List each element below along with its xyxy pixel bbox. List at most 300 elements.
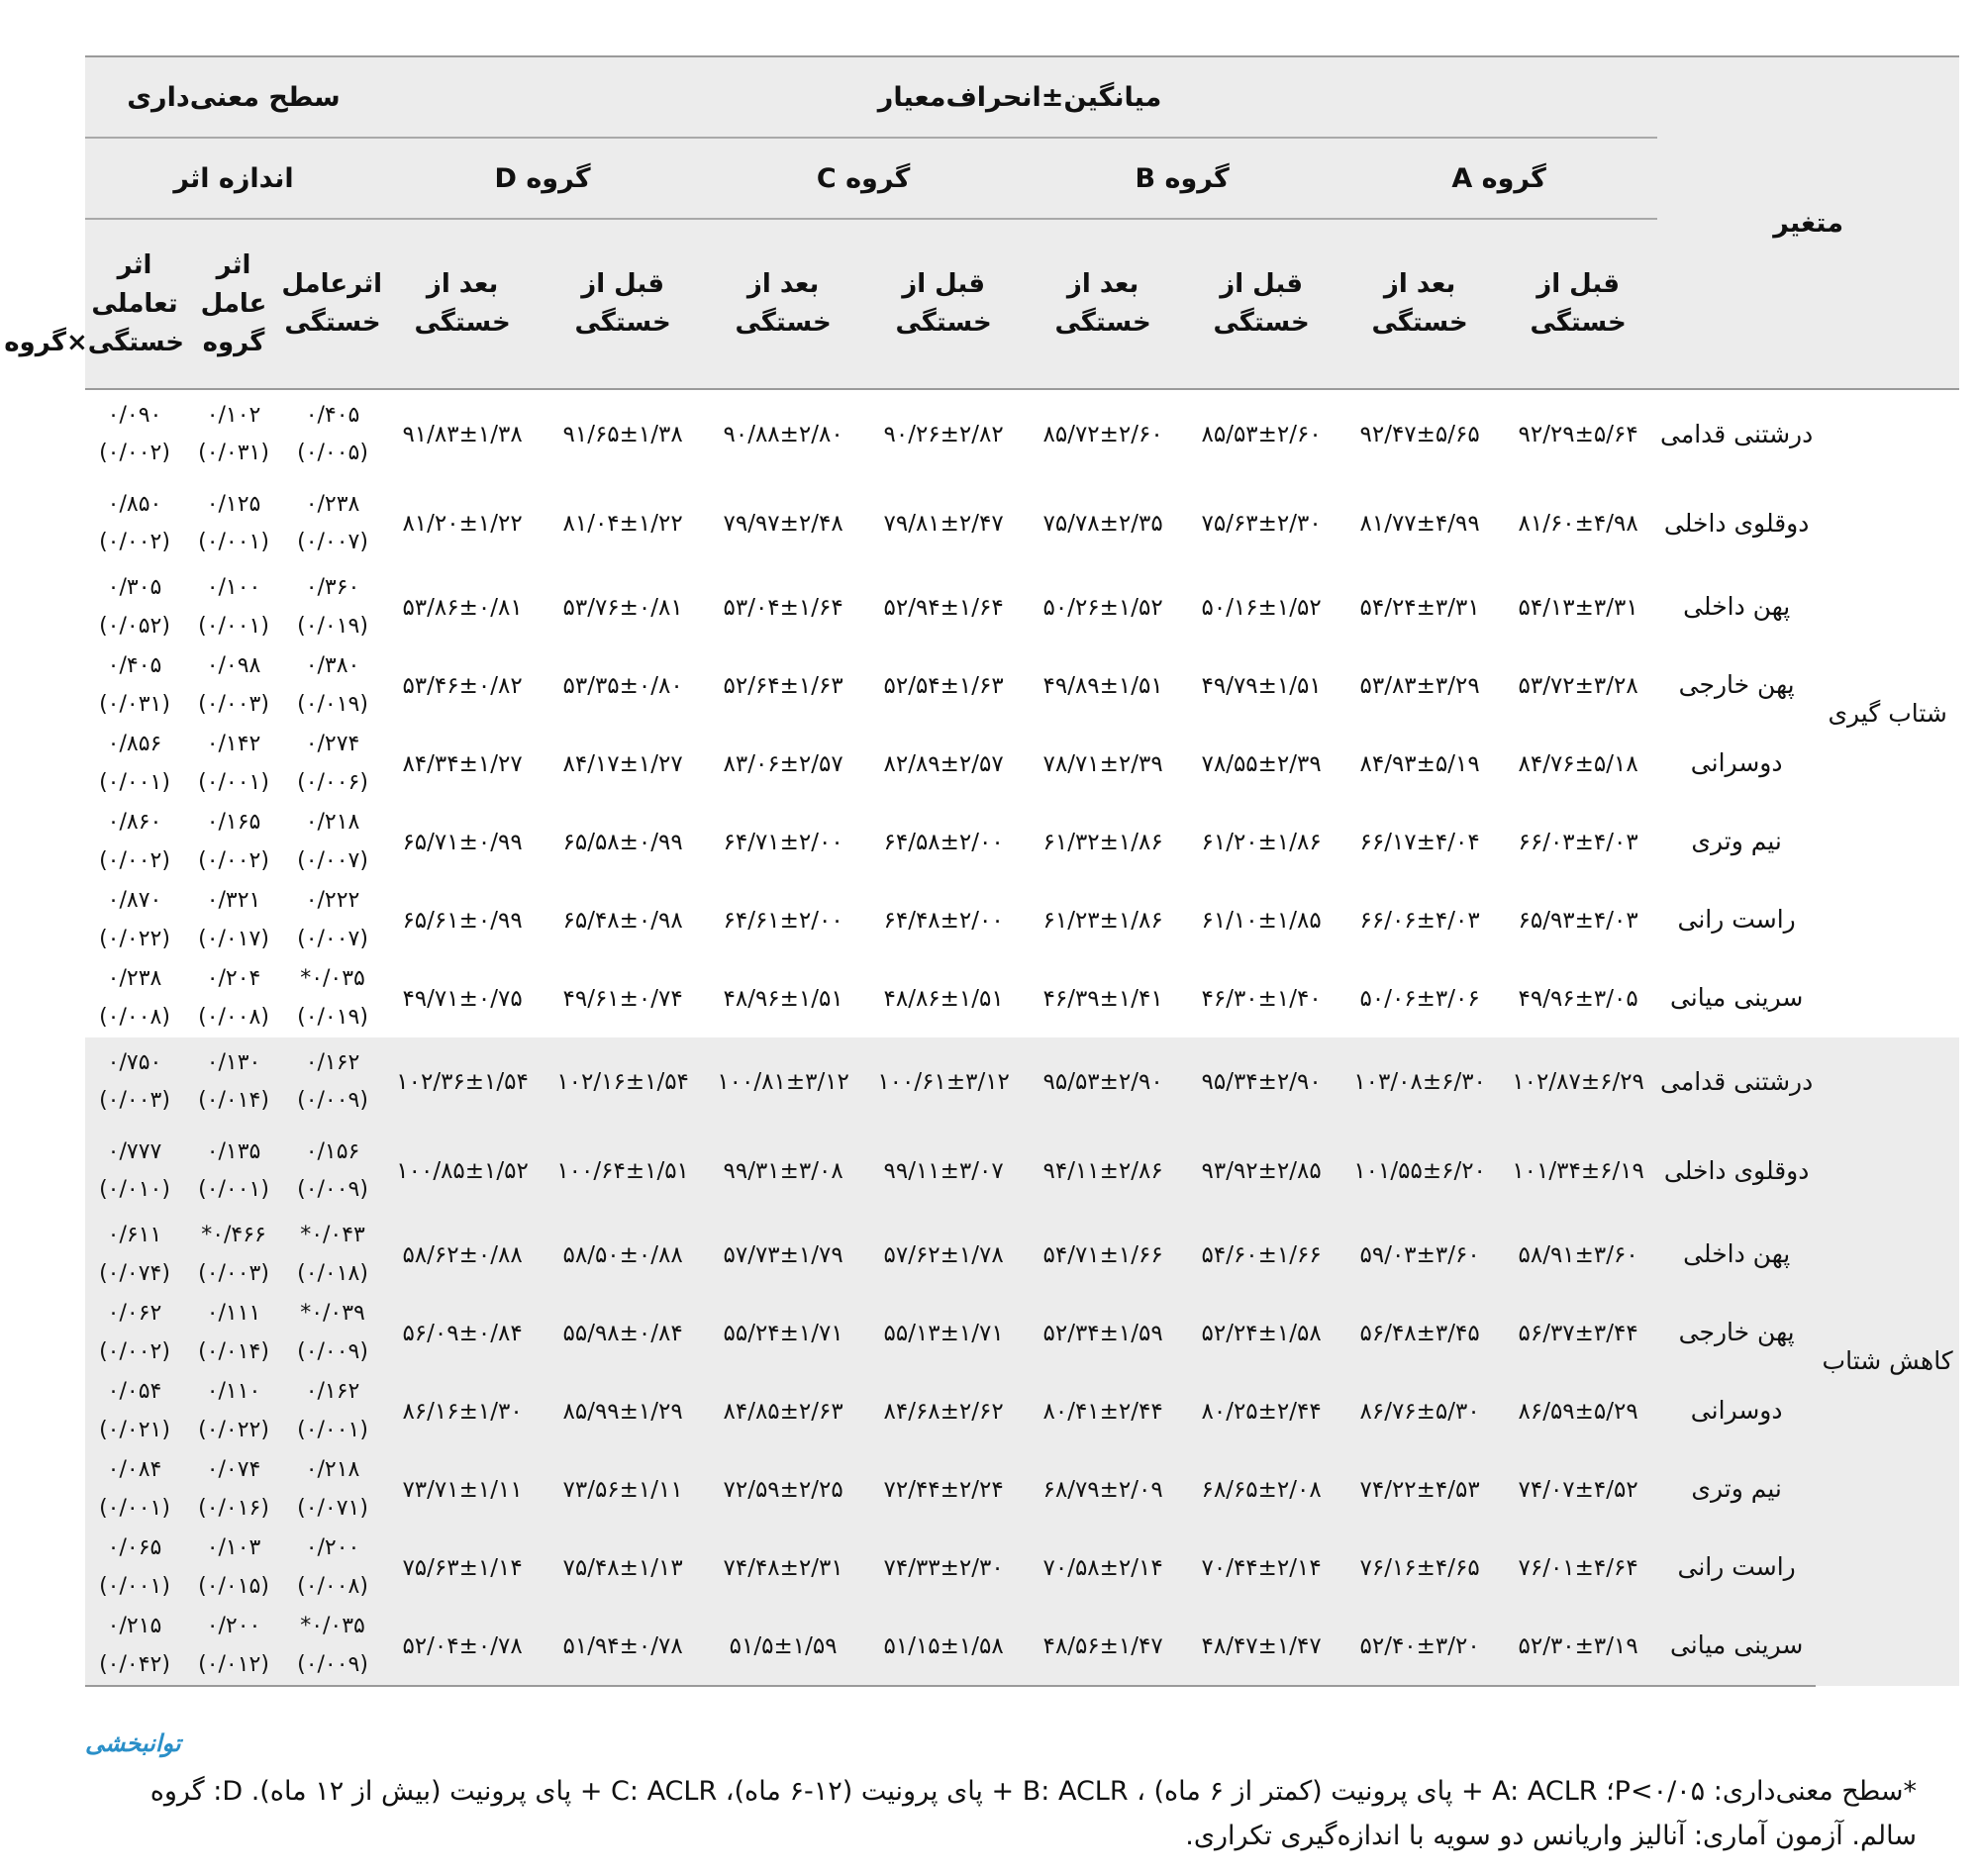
mean-sd-cell: ۷۲/۵۹±۲/۲۵ bbox=[703, 1450, 863, 1529]
p-value: (۰/۰۰۳) bbox=[198, 691, 269, 717]
table-row bbox=[85, 1372, 1959, 1450]
group-effect-cell bbox=[184, 479, 283, 568]
fatigue-effect-header: اثرعامل خستگی bbox=[283, 219, 382, 389]
p-value: (۰/۰۰۷) bbox=[297, 847, 368, 873]
mean-sd-cell: ۷۴/۴۸±۲/۳۱ bbox=[703, 1529, 863, 1607]
effect-size-value: ۰/۰۴۳* bbox=[300, 1223, 365, 1247]
effect-size-value: ۰/۰۹۰ bbox=[107, 402, 162, 428]
mean-sd-cell: ۷۵/۶۳±۱/۱۴ bbox=[382, 1529, 543, 1607]
fatigue-effect-cell bbox=[283, 803, 382, 881]
table-body bbox=[85, 389, 1959, 1686]
mean-sd-cell: ۸۳/۰۶±۲/۵۷ bbox=[723, 750, 843, 777]
effect-size-value: ۰/۴۰۵ bbox=[107, 653, 162, 678]
interaction-effect-cell bbox=[85, 1450, 184, 1529]
effect-size-value: ۰/۱۰۰ bbox=[206, 575, 261, 600]
mean-sd-cell: ۹۰/۸۸±۲/۸۰ bbox=[723, 422, 843, 447]
mean-sd-cell: ۶۸/۷۹±۲/۰۹ bbox=[1024, 1450, 1182, 1529]
group-c-header: گروه C bbox=[703, 138, 1024, 219]
mean-sd-cell: ۷۸/۷۱±۲/۳۹ bbox=[1042, 750, 1163, 777]
mean-sd-cell: ۷۰/۵۸±۲/۱۴ bbox=[1024, 1529, 1182, 1607]
mean-sd-cell: ۸۶/۷۶±۵/۳۰ bbox=[1340, 1372, 1499, 1450]
mean-sd-cell: ۵۸/۶۲±۰/۸۸ bbox=[382, 1216, 543, 1294]
mean-sd-cell: ۵۰/۰۶±۳/۰۶ bbox=[1359, 985, 1480, 1012]
mean-sd-cell: ۵۴/۷۱±۱/۶۶ bbox=[1024, 1216, 1182, 1294]
mean-sd-cell: ۷۵/۴۸±۱/۱۳ bbox=[543, 1529, 703, 1607]
section-label: کاهش شتاب bbox=[1816, 1037, 1959, 1686]
group-effect-cell bbox=[184, 1037, 283, 1127]
table-row bbox=[85, 803, 1959, 881]
p-value: (۰/۰۰۱) bbox=[198, 530, 269, 554]
mean-sd-cell: ۸۴/۷۶±۵/۱۸ bbox=[1518, 750, 1638, 777]
effect-size-value: ۰/۰۶۵ bbox=[107, 1535, 162, 1560]
group-d-before-header: قبل از خستگی bbox=[543, 219, 703, 389]
mean-sd-cell: ۵۴/۶۰±۱/۶۶ bbox=[1182, 1216, 1340, 1294]
effect-size-value: ۰/۲۳۸ bbox=[305, 491, 360, 517]
fatigue-effect-cell bbox=[283, 1529, 382, 1607]
effect-size-value: ۰/۰۹۸ bbox=[206, 653, 261, 678]
mean-sd-cell: ۴۹/۹۶±۳/۰۵ bbox=[1518, 985, 1638, 1012]
p-value: (۰/۰۱۹) bbox=[297, 613, 368, 639]
p-value: (۰/۰۱۷) bbox=[198, 926, 269, 951]
mean-sd-cell: ۵۷/۷۳±۱/۷۹ bbox=[703, 1216, 863, 1294]
effect-size-value: ۰/۱۰۲ bbox=[206, 402, 261, 428]
fatigue-effect-cell bbox=[283, 725, 382, 803]
mean-sd-cell: ۱۰۲/۱۶±۱/۵۴ bbox=[543, 1037, 703, 1127]
mean-sd-cell: ۴۸/۴۷±۱/۴۷ bbox=[1182, 1607, 1340, 1686]
mean-sd-cell: ۶۶/۰۳±۴/۰۳ bbox=[1518, 829, 1638, 855]
p-value: (۰/۰۰۹) bbox=[297, 1651, 368, 1677]
mean-sd-cell: ۶۴/۶۱±۲/۰۰ bbox=[723, 907, 843, 934]
mean-sd-cell: ۴۸/۵۶±۱/۴۷ bbox=[1024, 1607, 1182, 1686]
mean-sd-cell: ۸۶/۱۶±۱/۳۰ bbox=[382, 1372, 543, 1450]
mean-sd-cell: ۷۰/۴۴±۲/۱۴ bbox=[1182, 1529, 1340, 1607]
mean-sd-cell: ۸۵/۷۲±۲/۶۰ bbox=[1042, 422, 1163, 447]
mean-sd-cell: ۷۹/۸۱±۲/۴۷ bbox=[883, 511, 1004, 537]
mean-sd-cell: ۷۲/۴۴±۲/۲۴ bbox=[863, 1450, 1024, 1529]
p-value: (۰/۰۱۹) bbox=[297, 691, 368, 717]
muscle-name: درشتنی قدامی bbox=[1659, 419, 1814, 448]
effect-size-value: ۰/۲۰۰ bbox=[206, 1614, 261, 1638]
interaction-effect-cell bbox=[85, 1127, 184, 1216]
mean-sd-cell: ۵۵/۹۸±۰/۸۴ bbox=[543, 1294, 703, 1372]
table-row bbox=[85, 881, 1959, 959]
interaction-effect-cell bbox=[85, 646, 184, 725]
table-row bbox=[85, 1529, 1959, 1607]
mean-sd-cell: ۵۲/۲۴±۱/۵۸ bbox=[1182, 1294, 1340, 1372]
muscle-name: پهن داخلی bbox=[1683, 592, 1791, 622]
mean-sd-cell: ۷۶/۱۶±۴/۶۵ bbox=[1340, 1529, 1499, 1607]
effect-size-value: ۰/۲۷۴ bbox=[305, 732, 360, 756]
group-effect-cell bbox=[184, 1529, 283, 1607]
mean-sd-cell: ۹۵/۳۴±۲/۹۰ bbox=[1182, 1037, 1340, 1127]
fatigue-effect-cell bbox=[283, 881, 382, 959]
table-row bbox=[85, 1294, 1959, 1372]
mean-sd-cell: ۹۹/۳۱±۳/۰۸ bbox=[703, 1127, 863, 1216]
mean-sd-cell: ۴۹/۷۹±۱/۵۱ bbox=[1201, 672, 1322, 699]
group-effect-cell bbox=[184, 1216, 283, 1294]
effect-size-value: ۰/۳۶۰ bbox=[305, 575, 360, 600]
mean-sd-cell: ۵۳/۳۵±۰/۸۰ bbox=[562, 672, 683, 699]
p-value: (۰/۰۰۱) bbox=[198, 1177, 269, 1202]
effect-size-value: ۰/۷۷۷ bbox=[107, 1138, 162, 1164]
mean-sd-cell: ۵۶/۴۸±۳/۴۵ bbox=[1340, 1294, 1499, 1372]
p-value: (۰/۰۰۲) bbox=[99, 530, 170, 554]
mean-sd-cell: ۷۴/۳۳±۲/۳۰ bbox=[863, 1529, 1024, 1607]
effect-size-value: ۰/۰۳۵* bbox=[300, 966, 365, 991]
effect-size-value: ۰/۱۲۵ bbox=[206, 491, 261, 517]
muscle-name: پهن خارجی bbox=[1678, 670, 1795, 700]
fatigue-effect-cell bbox=[283, 479, 382, 568]
mean-sd-cell: ۸۴/۶۸±۲/۶۲ bbox=[863, 1372, 1024, 1450]
group-effect-cell bbox=[184, 1127, 283, 1216]
mean-sd-cell: ۹۰/۲۶±۲/۸۲ bbox=[883, 422, 1004, 447]
mean-sd-cell: ۹۴/۱۱±۲/۸۶ bbox=[1024, 1127, 1182, 1216]
interaction-effect-cell bbox=[85, 1037, 184, 1127]
mean-sd-cell: ۹۲/۴۷±۵/۶۵ bbox=[1359, 422, 1480, 447]
variable-header: متغیر bbox=[1657, 56, 1959, 389]
group-effect-cell bbox=[184, 646, 283, 725]
mean-sd-cell: ۹۵/۵۳±۲/۹۰ bbox=[1024, 1037, 1182, 1127]
p-value: (۰/۰۰۱) bbox=[198, 613, 269, 639]
p-value: (۰/۰۴۲) bbox=[99, 1651, 170, 1677]
table-row bbox=[85, 389, 1959, 479]
effect-size-value: ۰/۶۱۱ bbox=[107, 1223, 162, 1247]
group-effect-cell bbox=[184, 1607, 283, 1686]
mean-sd-cell: ۶۱/۲۳±۱/۸۶ bbox=[1042, 907, 1163, 934]
effect-size-value: ۰/۲۳۸ bbox=[107, 966, 162, 991]
muscle-name: دوقلوی داخلی bbox=[1657, 1127, 1816, 1216]
mean-sd-cell: ۵۰/۲۶±۱/۵۲ bbox=[1042, 594, 1163, 621]
interaction-effect-cell bbox=[85, 725, 184, 803]
mean-sd-cell: ۴۹/۶۱±۰/۷۴ bbox=[562, 985, 683, 1012]
effect-size-value: ۰/۴۰۵ bbox=[305, 402, 360, 428]
table-row bbox=[85, 1127, 1959, 1216]
mean-sd-cell: ۸۲/۸۹±۲/۵۷ bbox=[883, 750, 1004, 777]
effect-size-value: ۰/۸۵۶ bbox=[107, 732, 162, 756]
mean-sd-cell: ۸۱/۷۷±۴/۹۹ bbox=[1359, 511, 1480, 537]
mean-sd-cell: ۶۵/۷۱±۰/۹۹ bbox=[402, 829, 523, 855]
muscle-name: سرینی میانی bbox=[1669, 983, 1804, 1013]
interaction-effect-cell bbox=[85, 1294, 184, 1372]
group-b-before-header: قبل از خستگی bbox=[1182, 219, 1340, 389]
mean-sd-cell: ۷۴/۲۲±۴/۵۳ bbox=[1340, 1450, 1499, 1529]
group-effect-cell bbox=[184, 803, 283, 881]
mean-sd-cell: ۵۱/۱۵±۱/۵۸ bbox=[863, 1607, 1024, 1686]
group-c-after-header: بعد از خستگی bbox=[703, 219, 863, 389]
effect-size-value: ۰/۸۷۰ bbox=[107, 888, 162, 913]
group-a-header: گروه A bbox=[1340, 138, 1657, 219]
effect-size-value: ۰/۲۰۰ bbox=[305, 1535, 360, 1560]
p-value: (۰/۰۱۵) bbox=[198, 1573, 269, 1599]
muscle-name: راست رانی bbox=[1657, 1529, 1816, 1607]
effect-size-value: ۰/۰۷۴ bbox=[206, 1457, 261, 1482]
mean-sd-cell: ۸۴/۹۳±۵/۱۹ bbox=[1359, 750, 1480, 777]
mean-sd-cell: ۵۵/۲۴±۱/۷۱ bbox=[703, 1294, 863, 1372]
muscle-name: نیم وتری bbox=[1691, 827, 1782, 856]
p-value: (۰/۰۰۷) bbox=[297, 530, 368, 554]
mean-sd-cell: ۷۹/۹۷±۲/۴۸ bbox=[723, 511, 843, 537]
effect-size-value: ۰/۳۲۱ bbox=[206, 888, 261, 913]
effect-size-value: ۰/۸۶۰ bbox=[107, 810, 162, 835]
p-value: (۰/۰۷۱) bbox=[297, 1495, 368, 1521]
mean-sd-cell: ۴۹/۸۹±۱/۵۱ bbox=[1042, 672, 1163, 699]
effect-size-value: ۰/۳۸۰ bbox=[305, 653, 360, 678]
mean-sd-cell: ۵۳/۸۶±۰/۸۱ bbox=[402, 594, 523, 621]
mean-sd-cell: ۶۴/۴۸±۲/۰۰ bbox=[883, 907, 1004, 934]
mean-sd-cell: ۵۲/۹۴±۱/۶۴ bbox=[883, 594, 1004, 621]
table-row bbox=[85, 959, 1959, 1037]
mean-sd-cell: ۱۰۰/۸۵±۱/۵۲ bbox=[382, 1127, 543, 1216]
mean-sd-cell: ۷۶/۰۱±۴/۶۴ bbox=[1499, 1529, 1657, 1607]
mean-sd-cell: ۸۶/۵۹±۵/۲۹ bbox=[1499, 1372, 1657, 1450]
p-value: (۰/۰۰۲) bbox=[198, 847, 269, 873]
mean-sd-cell: ۱۰۳/۰۸±۶/۳۰ bbox=[1340, 1037, 1499, 1127]
mean-sd-cell: ۱۰۱/۳۴±۶/۱۹ bbox=[1499, 1127, 1657, 1216]
muscle-name: سرینی میانی bbox=[1657, 1607, 1816, 1686]
effect-size-value: ۰/۲۲۲ bbox=[305, 888, 360, 913]
interaction-effect-cell bbox=[85, 568, 184, 646]
effect-size-value: ۰/۱۶۵ bbox=[206, 810, 261, 835]
p-value: (۰/۰۰۹) bbox=[297, 1177, 368, 1202]
mean-sd-cell: ۴۹/۷۱±۰/۷۵ bbox=[402, 985, 523, 1012]
effect-size-value: ۰/۰۳۵* bbox=[300, 1614, 365, 1638]
muscle-name: دوقلوی داخلی bbox=[1663, 508, 1810, 538]
fatigue-effect-cell bbox=[283, 1127, 382, 1216]
group-d-header: گروه D bbox=[382, 138, 703, 219]
effect-size-value: ۰/۴۶۶* bbox=[201, 1223, 266, 1247]
p-value: (۰/۰۲۲) bbox=[99, 926, 170, 951]
p-value: (۰/۰۳۱) bbox=[99, 691, 170, 717]
mean-sd-cell: ۵۲/۳۴±۱/۵۹ bbox=[1024, 1294, 1182, 1372]
interaction-effect-cell bbox=[85, 959, 184, 1037]
mean-sd-cell: ۶۱/۱۰±۱/۸۵ bbox=[1201, 907, 1322, 934]
mean-sd-cell: ۱۰۰/۸۱±۳/۱۲ bbox=[703, 1037, 863, 1127]
mean-sd-cell: ۶۵/۵۸±۰/۹۹ bbox=[562, 829, 683, 855]
fatigue-effect-cell bbox=[283, 1294, 382, 1372]
table-row bbox=[85, 1607, 1959, 1686]
p-value: (۰/۰۰۱) bbox=[99, 769, 170, 795]
p-value: (۰/۰۱۹) bbox=[297, 1004, 368, 1030]
effect-size-value: ۰/۳۰۵ bbox=[107, 575, 162, 600]
muscle-name: دوسرانی bbox=[1690, 748, 1783, 778]
p-value: (۰/۰۰۸) bbox=[297, 1573, 368, 1599]
mean-sd-cell: ۵۶/۳۷±۳/۴۴ bbox=[1499, 1294, 1657, 1372]
mean-sd-cell: ۹۱/۸۳±۱/۳۸ bbox=[402, 422, 523, 447]
group-effect-cell bbox=[184, 389, 283, 479]
mean-sd-cell: ۵۲/۶۴±۱/۶۳ bbox=[723, 672, 843, 699]
interaction-effect-cell bbox=[85, 803, 184, 881]
p-value: (۰/۰۰۸) bbox=[99, 1004, 170, 1030]
p-value: (۰/۰۱۶) bbox=[198, 1495, 269, 1521]
effect-size-value: ۰/۲۱۵ bbox=[107, 1614, 162, 1638]
p-value: (۰/۰۰۱) bbox=[99, 1495, 170, 1521]
significance-header: سطح معنی‌داری bbox=[85, 56, 382, 138]
muscle-name: راست رانی bbox=[1677, 905, 1796, 935]
mean-sd-cell: ۶۶/۱۷±۴/۰۴ bbox=[1359, 829, 1480, 855]
mean-sd-cell: ۴۶/۳۰±۱/۴۰ bbox=[1201, 985, 1322, 1012]
mean-sd-cell: ۴۶/۳۹±۱/۴۱ bbox=[1042, 985, 1163, 1012]
effect-size-value: ۰/۲۰۴ bbox=[206, 966, 261, 991]
effect-size-value: ۰/۸۵۰ bbox=[107, 491, 162, 517]
mean-sd-cell: ۸۰/۲۵±۲/۴۴ bbox=[1182, 1372, 1340, 1450]
fatigue-effect-cell bbox=[283, 568, 382, 646]
mean-sd-cell: ۷۵/۶۳±۲/۳۰ bbox=[1201, 511, 1322, 537]
mean-sd-cell: ۸۰/۴۱±۲/۴۴ bbox=[1024, 1372, 1182, 1450]
effect-size-value: ۰/۱۴۲ bbox=[206, 732, 261, 756]
section-label: شتاب گیری bbox=[1828, 698, 1947, 728]
mean-sd-cell: ۵۷/۶۲±۱/۷۸ bbox=[863, 1216, 1024, 1294]
effect-size-value: ۰/۰۶۲ bbox=[107, 1301, 162, 1326]
effect-size-value: ۰/۲۱۸ bbox=[305, 1457, 360, 1482]
p-value: (۰/۰۲۱) bbox=[99, 1417, 170, 1442]
table-row bbox=[85, 646, 1959, 725]
table-row bbox=[85, 725, 1959, 803]
group-b-header: گروه B bbox=[1024, 138, 1340, 219]
mean-sd-header: میانگین±انحراف‌معیار bbox=[382, 56, 1657, 138]
muscle-name: دوسرانی bbox=[1657, 1372, 1816, 1450]
mean-sd-cell: ۵۲/۳۰±۳/۱۹ bbox=[1499, 1607, 1657, 1686]
group-d-after-header: بعد از خستگی bbox=[382, 219, 543, 389]
p-value: (۰/۰۰۲) bbox=[99, 1338, 170, 1364]
effect-size-value: ۰/۱۶۲ bbox=[305, 1049, 360, 1075]
p-value: (۰/۰۰۳) bbox=[198, 1260, 269, 1286]
effect-size-value: ۰/۱۱۱ bbox=[206, 1301, 261, 1326]
journal-logo: توانبخشی bbox=[85, 1729, 181, 1757]
effect-size-value: ۰/۰۳۹* bbox=[300, 1301, 365, 1326]
mean-sd-cell: ۵۵/۱۳±۱/۷۱ bbox=[863, 1294, 1024, 1372]
p-value: (۰/۰۱۰) bbox=[99, 1177, 170, 1202]
muscle-name: پهن داخلی bbox=[1657, 1216, 1816, 1294]
group-effect-cell bbox=[184, 1372, 283, 1450]
mean-sd-cell: ۷۳/۷۱±۱/۱۱ bbox=[382, 1450, 543, 1529]
mean-sd-cell: ۱۰۱/۵۵±۶/۲۰ bbox=[1340, 1127, 1499, 1216]
interaction-effect-cell bbox=[85, 1216, 184, 1294]
group-effect-cell bbox=[184, 881, 283, 959]
p-value: (۰/۰۰۸) bbox=[198, 1004, 269, 1030]
mean-sd-cell: ۵۸/۵۰±۰/۸۸ bbox=[543, 1216, 703, 1294]
group-a-after-header: بعد از خستگی bbox=[1340, 219, 1499, 389]
interaction-effect-cell bbox=[85, 881, 184, 959]
p-value: (۰/۰۰۵) bbox=[297, 441, 368, 465]
mean-sd-cell: ۵۳/۰۴±۱/۶۴ bbox=[723, 594, 843, 621]
mean-sd-cell: ۷۴/۰۷±۴/۵۲ bbox=[1499, 1450, 1657, 1529]
p-value: (۰/۰۰۹) bbox=[297, 1338, 368, 1364]
p-value: (۰/۰۱۲) bbox=[198, 1651, 269, 1677]
muscle-name: درشتنی قدامی bbox=[1657, 1037, 1816, 1127]
p-value: (۰/۰۰۷) bbox=[297, 926, 368, 951]
effect-size-value: ۰/۰۸۴ bbox=[107, 1457, 162, 1482]
mean-sd-cell: ۱۰۰/۶۱±۳/۱۲ bbox=[863, 1037, 1024, 1127]
mean-sd-cell: ۸۴/۸۵±۲/۶۳ bbox=[703, 1372, 863, 1450]
effect-size-value: ۰/۱۶۲ bbox=[305, 1379, 360, 1404]
table-row bbox=[85, 568, 1959, 646]
mean-sd-cell: ۱۰۲/۳۶±۱/۵۴ bbox=[382, 1037, 543, 1127]
mean-sd-cell: ۵۲/۰۴±۰/۷۸ bbox=[382, 1607, 543, 1686]
mean-sd-cell: ۸۱/۶۰±۴/۹۸ bbox=[1518, 511, 1638, 537]
fatigue-effect-cell bbox=[283, 1372, 382, 1450]
p-value: (۰/۰۰۹) bbox=[297, 1088, 368, 1113]
effect-size-header: اندازه اثر bbox=[85, 138, 382, 219]
mean-sd-cell: ۸۱/۰۴±۱/۲۲ bbox=[562, 511, 683, 537]
muscle-name: نیم وتری bbox=[1657, 1450, 1816, 1529]
table-row bbox=[85, 479, 1959, 568]
p-value: (۰/۰۰۲) bbox=[99, 441, 170, 465]
mean-sd-cell: ۱۰۲/۸۷±۶/۲۹ bbox=[1499, 1037, 1657, 1127]
mean-sd-cell: ۵۱/۵±۱/۵۹ bbox=[703, 1607, 863, 1686]
mean-sd-cell: ۸۵/۹۹±۱/۲۹ bbox=[543, 1372, 703, 1450]
p-value: (۰/۰۰۱) bbox=[297, 1417, 368, 1442]
mean-sd-cell: ۸۵/۵۳±۲/۶۰ bbox=[1201, 422, 1322, 447]
mean-sd-cell: ۵۳/۷۶±۰/۸۱ bbox=[562, 594, 683, 621]
effect-size-value: ۰/۱۳۰ bbox=[206, 1049, 261, 1075]
header-row-1 bbox=[85, 56, 1959, 138]
group-c-before-header: قبل از خستگی bbox=[863, 219, 1024, 389]
p-value: (۰/۰۷۴) bbox=[99, 1260, 170, 1286]
p-value: (۰/۰۱۸) bbox=[297, 1260, 368, 1286]
mean-sd-cell: ۵۹/۰۳±۳/۶۰ bbox=[1340, 1216, 1499, 1294]
table-row bbox=[85, 1037, 1959, 1127]
mean-sd-cell: ۴۸/۸۶±۱/۵۱ bbox=[883, 985, 1004, 1012]
mean-sd-cell: ۵۳/۴۶±۰/۸۲ bbox=[402, 672, 523, 699]
mean-sd-cell: ۸۱/۲۰±۱/۲۲ bbox=[402, 511, 523, 537]
mean-sd-cell: ۶۸/۶۵±۲/۰۸ bbox=[1182, 1450, 1340, 1529]
fatigue-effect-cell bbox=[283, 959, 382, 1037]
mean-sd-cell: ۷۳/۵۶±۱/۱۱ bbox=[543, 1450, 703, 1529]
mean-sd-cell: ۶۴/۷۱±۲/۰۰ bbox=[723, 829, 843, 855]
interaction-effect-header: اثر تعاملی خستگی×گروه bbox=[85, 219, 184, 389]
effect-size-value: ۰/۲۱۸ bbox=[305, 810, 360, 835]
effect-size-value: ۰/۱۰۳ bbox=[206, 1535, 261, 1560]
mean-sd-cell: ۵۴/۱۳±۳/۳۱ bbox=[1518, 594, 1638, 621]
mean-sd-cell: ۵۱/۹۴±۰/۷۸ bbox=[543, 1607, 703, 1686]
effect-size-value: ۰/۱۵۶ bbox=[305, 1138, 360, 1164]
mean-sd-cell: ۵۸/۹۱±۳/۶۰ bbox=[1499, 1216, 1657, 1294]
interaction-effect-cell bbox=[85, 1607, 184, 1686]
p-value: (۰/۰۰۳) bbox=[99, 1088, 170, 1113]
mean-sd-cell: ۵۴/۲۴±۳/۳۱ bbox=[1359, 594, 1480, 621]
group-effect-cell bbox=[184, 1450, 283, 1529]
p-value: (۰/۰۰۱) bbox=[99, 1573, 170, 1599]
mean-sd-cell: ۶۱/۲۰±۱/۸۶ bbox=[1201, 829, 1322, 855]
p-value: (۰/۰۵۲) bbox=[99, 613, 170, 639]
group-effect-cell bbox=[184, 1294, 283, 1372]
mean-sd-cell: ۶۵/۹۳±۴/۰۳ bbox=[1518, 907, 1638, 934]
p-value: (۰/۰۳۱) bbox=[198, 441, 269, 465]
table-footnote: *سطح معنی‌داری: P<۰/۰۵؛ A: ACLR + پای پرونیت (کمتر از ۶ ماه) ، B: ACLR + پای پرونیت (۱۲-۶ ماه)، C: ACLR + پای پرونیت (بیش از ۱۲ ماه). D: گروه سالم. آزمون آماری: آنالیز واریانس دو سویه با اندازه‌گیری تکراری. bbox=[149, 1776, 1917, 1851]
mean-sd-cell: ۵۳/۷۲±۳/۲۸ bbox=[1518, 672, 1638, 699]
muscle-name: پهن خارجی bbox=[1657, 1294, 1816, 1372]
group-effect-cell bbox=[184, 568, 283, 646]
group-b-after-header: بعد از خستگی bbox=[1024, 219, 1182, 389]
mean-sd-cell: ۵۳/۸۳±۳/۲۹ bbox=[1359, 672, 1480, 699]
mean-sd-cell: ۱۰۰/۶۴±۱/۵۱ bbox=[543, 1127, 703, 1216]
mean-sd-cell: ۶۴/۵۸±۲/۰۰ bbox=[883, 829, 1004, 855]
fatigue-effect-cell bbox=[283, 646, 382, 725]
table-row bbox=[85, 1450, 1959, 1529]
group-effect-cell bbox=[184, 725, 283, 803]
fatigue-effect-cell bbox=[283, 1607, 382, 1686]
fatigue-effect-cell bbox=[283, 1037, 382, 1127]
p-value: (۰/۰۲۲) bbox=[198, 1417, 269, 1442]
interaction-effect-cell bbox=[85, 479, 184, 568]
mean-sd-cell: ۵۲/۵۴±۱/۶۳ bbox=[883, 672, 1004, 699]
group-effect-cell bbox=[184, 959, 283, 1037]
mean-sd-cell: ۹۳/۹۲±۲/۸۵ bbox=[1182, 1127, 1340, 1216]
p-value: (۰/۰۰۶) bbox=[297, 769, 368, 795]
effect-size-value: ۰/۱۱۰ bbox=[206, 1379, 261, 1404]
p-value: (۰/۰۰۱) bbox=[198, 769, 269, 795]
fatigue-effect-cell bbox=[283, 1450, 382, 1529]
